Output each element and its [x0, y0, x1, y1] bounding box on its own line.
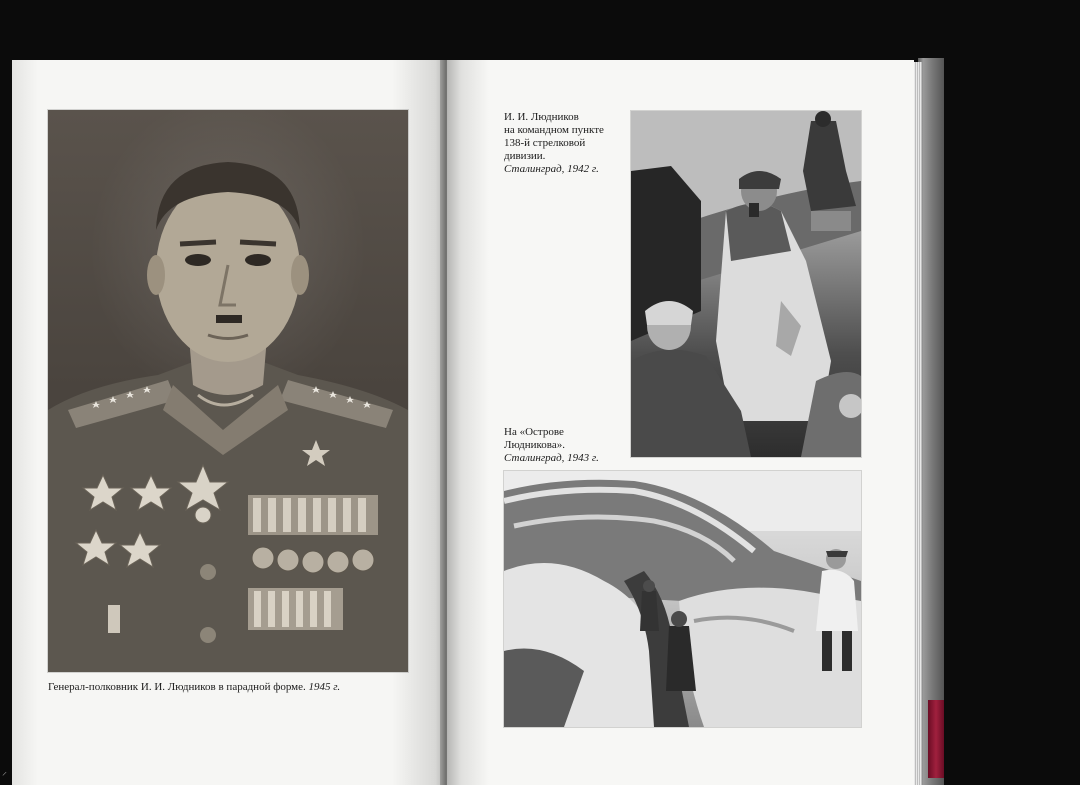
- scan-edge-mark: ⸍: [2, 771, 7, 782]
- portrait-photo: [48, 110, 408, 672]
- command-caption-place-year: Сталинград, 1942 г.: [504, 163, 599, 175]
- command-caption-line: дивизии.: [504, 150, 546, 162]
- portrait-caption-year: 1945 г.: [308, 681, 341, 693]
- island-caption-place-year: Сталинград, 1943 г.: [504, 452, 599, 464]
- book-cover-red-band: [928, 700, 944, 778]
- command-caption-line: 138-й стрелковой: [504, 137, 586, 149]
- island-caption: [504, 426, 628, 465]
- command-caption-line: на командном пункте: [504, 124, 604, 136]
- portrait-caption: [48, 681, 408, 694]
- island-caption-line: Людникова».: [504, 439, 565, 451]
- portrait-caption-text: Генерал-полковник И. И. Людников в парадной форме.: [48, 681, 306, 693]
- command-caption-line: И. И. Людников: [504, 111, 579, 123]
- island-caption-line: На «Острове: [504, 426, 564, 438]
- command-post-caption: [504, 111, 628, 176]
- command-post-photo: [631, 111, 861, 457]
- island-trench-photo: [504, 471, 861, 727]
